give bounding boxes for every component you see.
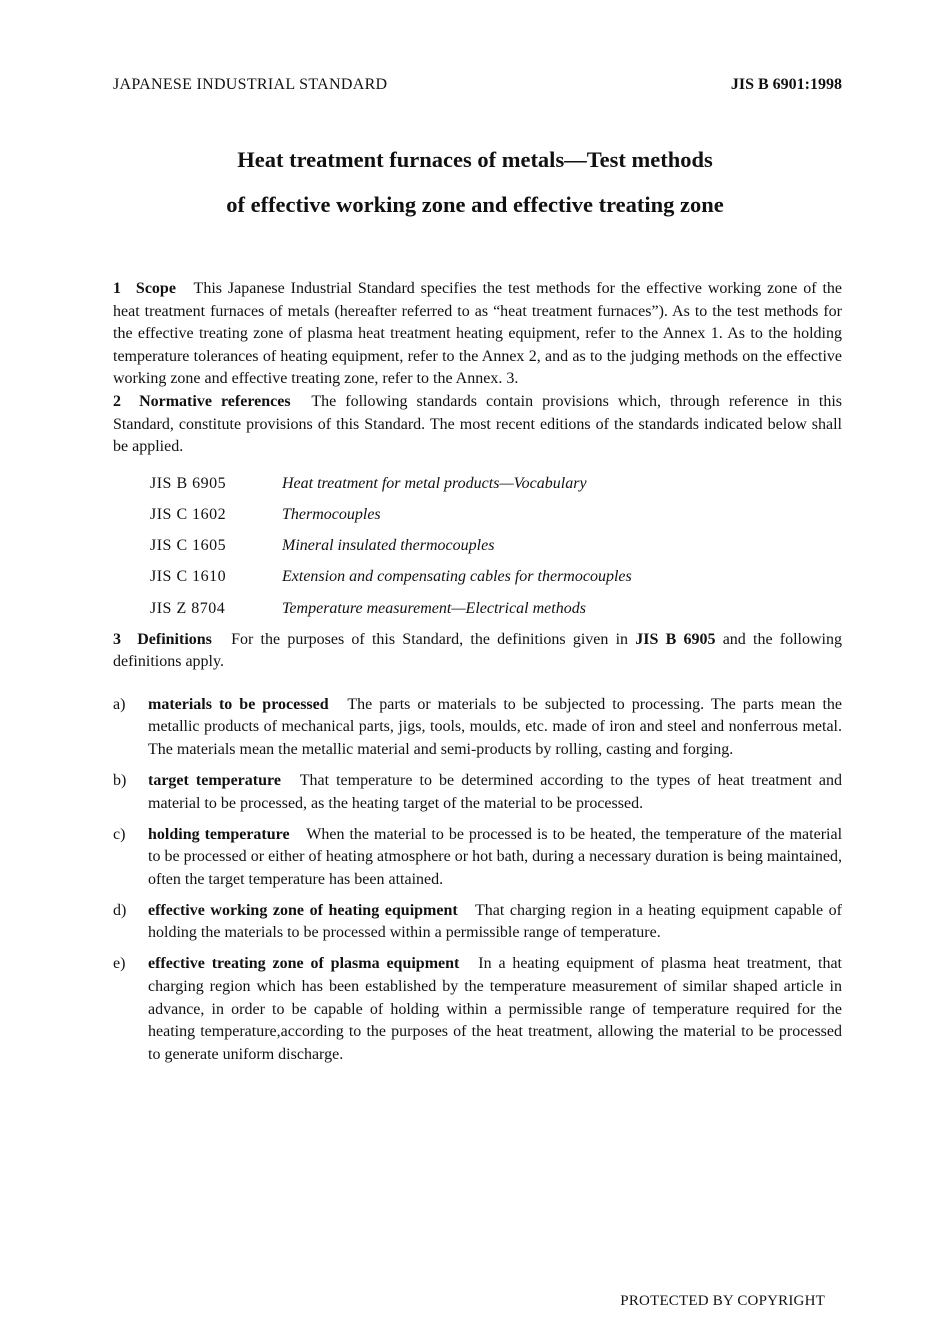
definition-text: In a heating equipment of plasma heat treatment, that charging region which has been established by the temperature measurement of similar shaped article in advance, in order to be capable of holding within a permissible range of temperature required for the heating temperature,according to the purposes of the heat treatment, allowing the material to be processed to generate uniform discharge.	[148, 955, 842, 1063]
definition-term: effective working zone of heating equipment	[148, 901, 458, 919]
definition-letter: d)	[113, 901, 127, 919]
section-definitions	[113, 629, 842, 674]
title-line-2: of effective working zone and effective treating zone	[226, 192, 724, 217]
section-number: 2	[113, 392, 121, 410]
standard-number: JIS B 6901:1998	[730, 76, 842, 93]
section-title: Definitions	[137, 630, 212, 648]
section-title: Scope	[135, 280, 176, 297]
section-normative-references	[113, 391, 842, 459]
definition-letter: e)	[113, 955, 126, 973]
definition-body	[148, 953, 842, 1066]
definition-term: target temperature	[148, 772, 281, 790]
page-header	[113, 76, 842, 98]
definition-term: effective treating zone of plasma equipment	[148, 955, 460, 973]
standard-label: JAPANESE INDUSTRIAL STANDARD	[113, 76, 388, 93]
reference-title: Mineral insulated thermocouples	[282, 537, 495, 555]
definition-body	[148, 824, 842, 892]
reference-list	[150, 473, 842, 629]
section-text-continued: and the following definitions apply.	[113, 630, 843, 671]
definition-letter: b)	[113, 772, 127, 790]
section-scope	[113, 278, 842, 391]
reference-title: Temperature measurement—Electrical methods	[282, 599, 586, 617]
reference-item	[150, 598, 842, 629]
title-line-1: Heat treatment furnaces of metals—Test methods	[237, 147, 713, 172]
reference-code: JIS B 6905	[150, 474, 227, 492]
document-body	[113, 278, 842, 1075]
reference-title: Heat treatment for metal products—Vocabulary	[282, 474, 587, 492]
section-text: The following standards contain provisions which, through reference in this Standard, constitute provisions of this Standard. The most recent editions of the standards indicated below shall be applied.	[113, 392, 843, 456]
reference-code: JIS C 1610	[150, 568, 227, 586]
definition-text: That charging region in a heating equipment capable of holding the materials to be processed within a permissible range of temperature.	[148, 901, 842, 942]
reference-item	[150, 566, 842, 597]
reference-item	[150, 504, 842, 535]
definition-text: That temperature to be determined according to the types of heat treatment and material to be processed, as the heating target of the material to be processed.	[148, 772, 842, 812]
reference-item	[150, 535, 842, 566]
reference-item	[150, 473, 842, 504]
definition-item	[113, 694, 842, 762]
definition-letter: c)	[113, 825, 126, 843]
reference-title: Thermocouples	[282, 505, 381, 523]
definition-text: When the material to be processed is to be heated, the temperature of the material to be processed or either of heating atmosphere or hot bath, during a necessary duration is being maintained, often the target temperature has been attained.	[148, 825, 843, 888]
definition-list	[113, 694, 842, 1066]
copyright-notice: PROTECTED BY COPYRIGHT	[620, 1293, 825, 1309]
standard-reference: JIS B 6905	[635, 630, 716, 648]
document-title	[0, 137, 950, 227]
definition-item	[113, 900, 842, 945]
section-number: 1	[113, 280, 121, 297]
reference-code: JIS C 1605	[150, 537, 227, 555]
definition-item	[113, 953, 842, 1066]
definition-term: materials to be processed	[148, 695, 329, 713]
definition-text: The parts or materials to be subjected to processing. The parts mean the metallic products of mechanical parts, jigs, tools, moulds, etc. made of iron and steel and nonferrous metal. The materials mean the metallic material and semi-products by rolling, casting and forging.	[148, 695, 843, 759]
definition-body	[148, 900, 842, 945]
definition-item	[113, 770, 842, 815]
definition-term: holding temperature	[148, 825, 290, 843]
definition-body	[148, 770, 842, 815]
reference-code: JIS Z 8704	[150, 599, 226, 617]
section-number: 3	[113, 630, 121, 648]
section-title: Normative references	[139, 392, 291, 410]
section-text: For the purposes of this Standard, the definitions given in	[231, 630, 629, 648]
reference-title: Extension and compensating cables for thermocouples	[282, 568, 632, 586]
definition-letter: a)	[113, 695, 126, 713]
definition-body	[148, 694, 842, 762]
reference-code: JIS C 1602	[150, 505, 227, 523]
definition-item	[113, 824, 842, 892]
section-text: This Japanese Industrial Standard specifies the test methods for the effective working zone of the heat treatment furnaces of metals (hereafter referred to as “heat treatment furnaces”). As to the test methods for the effective treating zone of plasma heat treatment heating equipment, refer to the Annex 1. As to the holding temperature tolerances of heating equipment, refer to the Annex 2, and as to the judging methods on the effective working zone and effective treating zone, refer to the Annex. 3.	[113, 280, 843, 388]
